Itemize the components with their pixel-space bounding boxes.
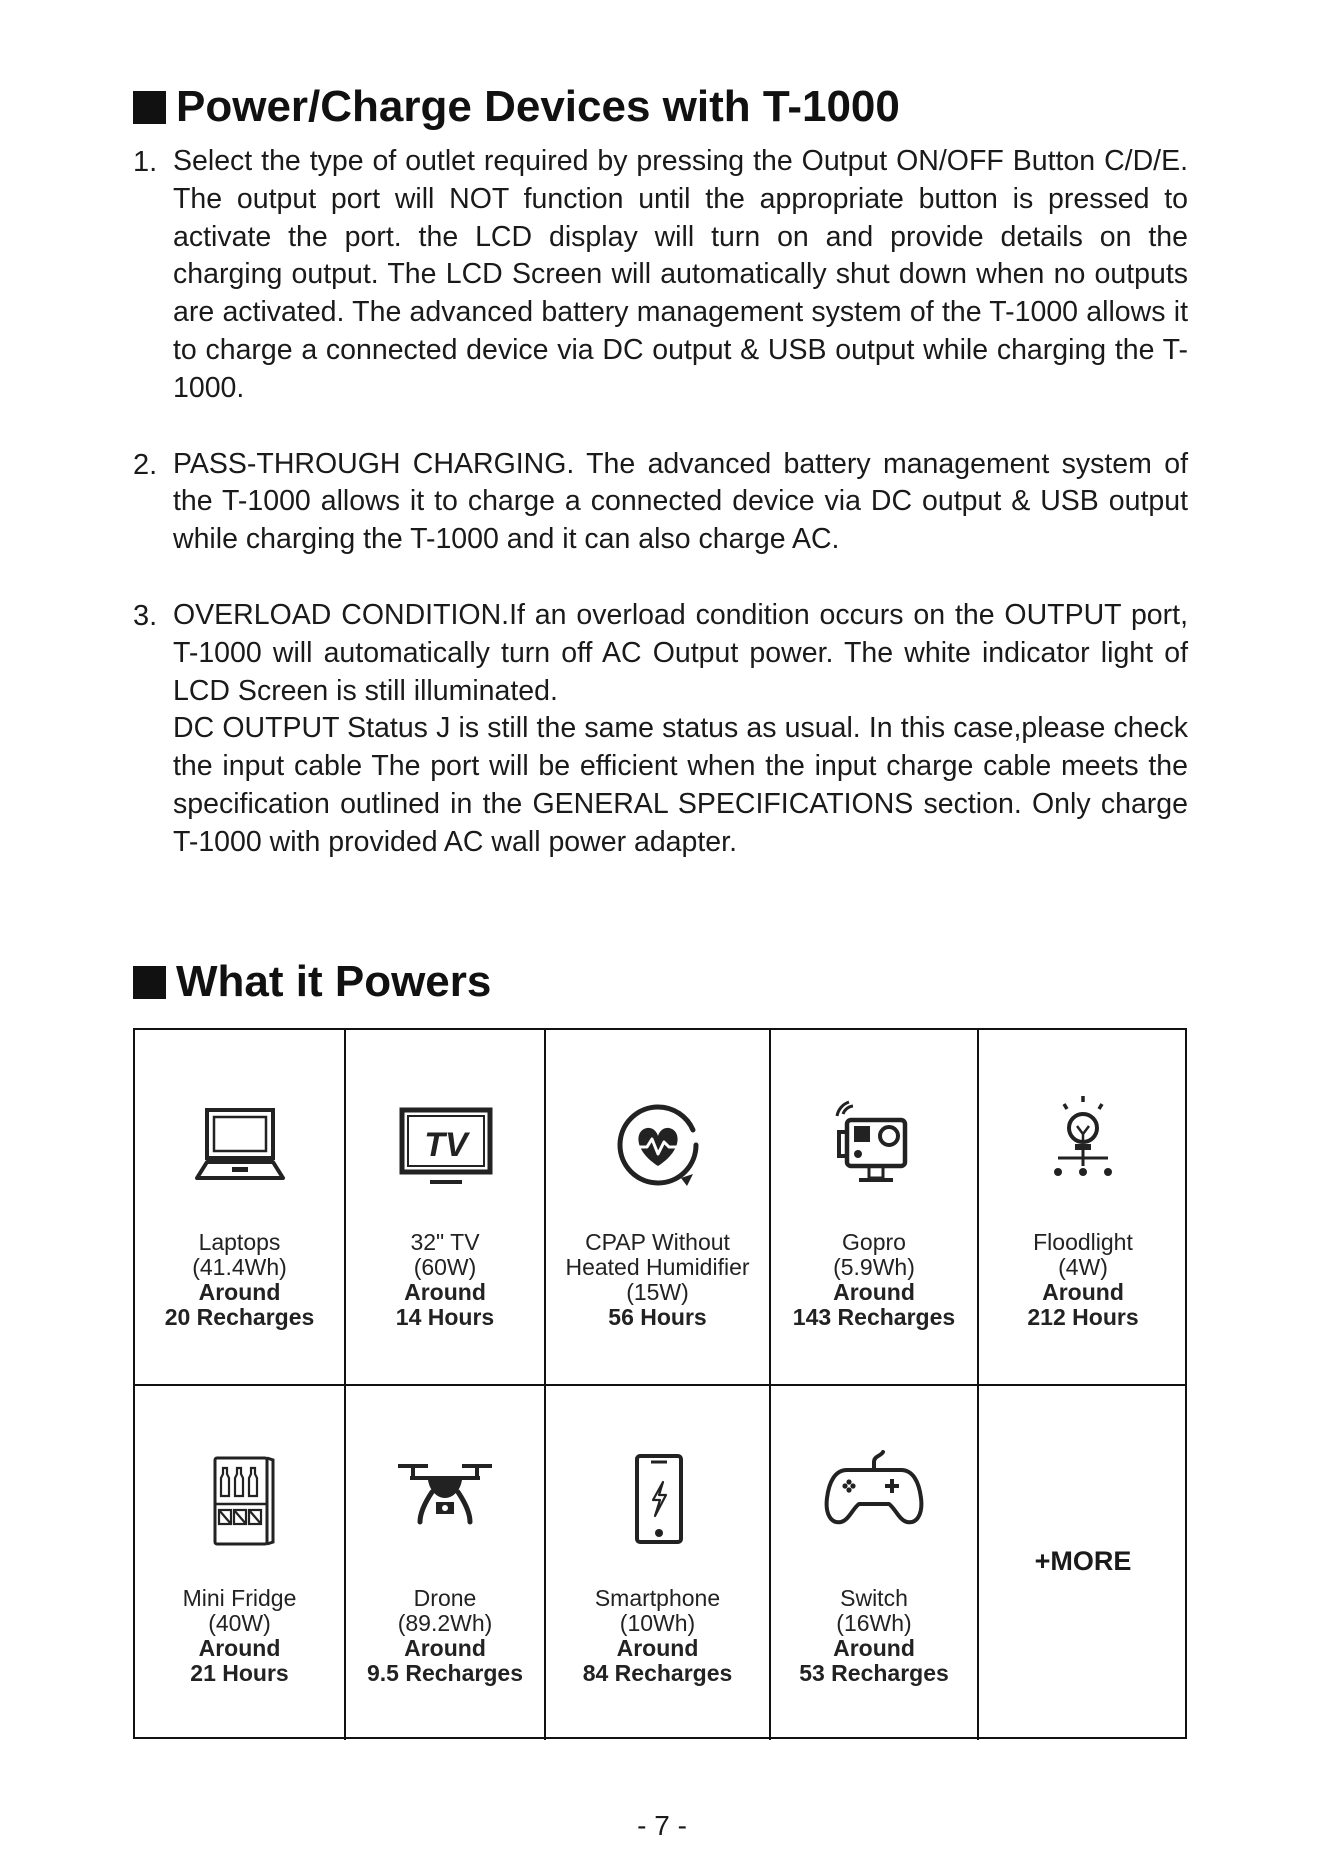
tv-icon-text: TV xyxy=(424,1126,468,1164)
devices-row xyxy=(135,1030,1185,1384)
step-number: 3. xyxy=(133,599,158,632)
device-cell-laptops xyxy=(135,1030,346,1384)
step-number: 2. xyxy=(133,448,158,481)
device-label: Smartphone (10Wh) Around 84 Recharges xyxy=(582,1585,733,1686)
devices-table xyxy=(133,1028,1187,1739)
device-label: Mini Fridge (40W) Around 21 Hours xyxy=(182,1585,297,1686)
device-cell-cpap xyxy=(546,1030,771,1384)
device-label: Switch (16Wh) Around 53 Recharges xyxy=(799,1585,949,1686)
device-label: CPAP Without Heated Humidifier (15W) 56 Hours xyxy=(565,1229,750,1330)
drone-icon xyxy=(390,1442,500,1552)
step-text: Select the type of outlet required by pressing the Output ON/OFF Button C/D/E. The output port will NOT function until the appropriate button is pressed to activate the port. the LCD display will turn on and provide details on the charging output. The LCD Screen will automatically shut down when no outputs are activated. The advanced battery management system of the T-1000 allows it to charge a connected device via DC output & USB output while charging the T-1000. xyxy=(173,145,1188,404)
title-bullet-square xyxy=(133,91,166,124)
device-cell-floodlight xyxy=(979,1030,1187,1384)
device-cell-drone xyxy=(346,1386,546,1740)
device-label: Laptops (41.4Wh) Around 20 Recharges xyxy=(164,1229,315,1330)
device-cell-mini-fridge xyxy=(135,1386,346,1740)
device-label: 32" TV (60W) Around 14 Hours xyxy=(395,1229,495,1330)
device-cell-switch xyxy=(771,1386,979,1740)
title-bullet-square xyxy=(133,966,166,999)
device-label: Gopro (5.9Wh) Around 143 Recharges xyxy=(792,1229,956,1330)
gopro-icon xyxy=(819,1092,929,1202)
step-text-continued: DC OUTPUT Status J is still the same status as usual. In this case,please check the input cable The port will be efficient when the input charge cable meets the specification outlined in the GENERAL SPECIFICATIONS section. Only charge T-1000 with provided AC wall power adapter. xyxy=(173,712,1188,858)
mini-fridge-icon xyxy=(185,1442,295,1552)
smartphone-icon xyxy=(603,1442,713,1552)
page-number: - 7 - xyxy=(637,1810,687,1841)
step-3 xyxy=(133,597,1188,862)
device-cell-tv xyxy=(346,1030,546,1384)
tv-icon xyxy=(390,1092,500,1202)
cpap-icon xyxy=(603,1092,713,1202)
step-text: OVERLOAD CONDITION.If an overload condition occurs on the OUTPUT port, T-1000 will automatically turn off AC Output power. The white indicator light of LCD Screen is still illuminated. xyxy=(173,598,1188,707)
step-2 xyxy=(133,446,1188,559)
laptop-icon xyxy=(185,1092,295,1202)
step-text: PASS-THROUGH CHARGING. The advanced battery management system of the T-1000 allows it to charge a connected device via DC output & USB output while charging the T-1000 and it can also charge AC. xyxy=(173,447,1188,556)
section-title-what-it-powers xyxy=(133,957,491,1007)
device-cell-more xyxy=(979,1386,1187,1740)
section-title-power-charge xyxy=(133,82,900,132)
device-label: Floodlight (4W) Around 212 Hours xyxy=(1027,1229,1139,1330)
section-title-text: What it Powers xyxy=(176,957,492,1006)
step-1 xyxy=(133,143,1188,408)
device-cell-gopro xyxy=(771,1030,979,1384)
floodlight-icon xyxy=(1028,1092,1138,1202)
section-title-text: Power/Charge Devices with T-1000 xyxy=(176,82,900,131)
gamepad-icon xyxy=(819,1442,929,1552)
instruction-steps xyxy=(133,143,1188,900)
step-number: 1. xyxy=(133,146,158,178)
devices-row xyxy=(135,1384,1185,1740)
device-cell-smartphone xyxy=(546,1386,771,1740)
device-label: Drone (89.2Wh) Around 9.5 Recharges xyxy=(367,1585,523,1686)
more-label: +MORE xyxy=(1034,1546,1132,1576)
